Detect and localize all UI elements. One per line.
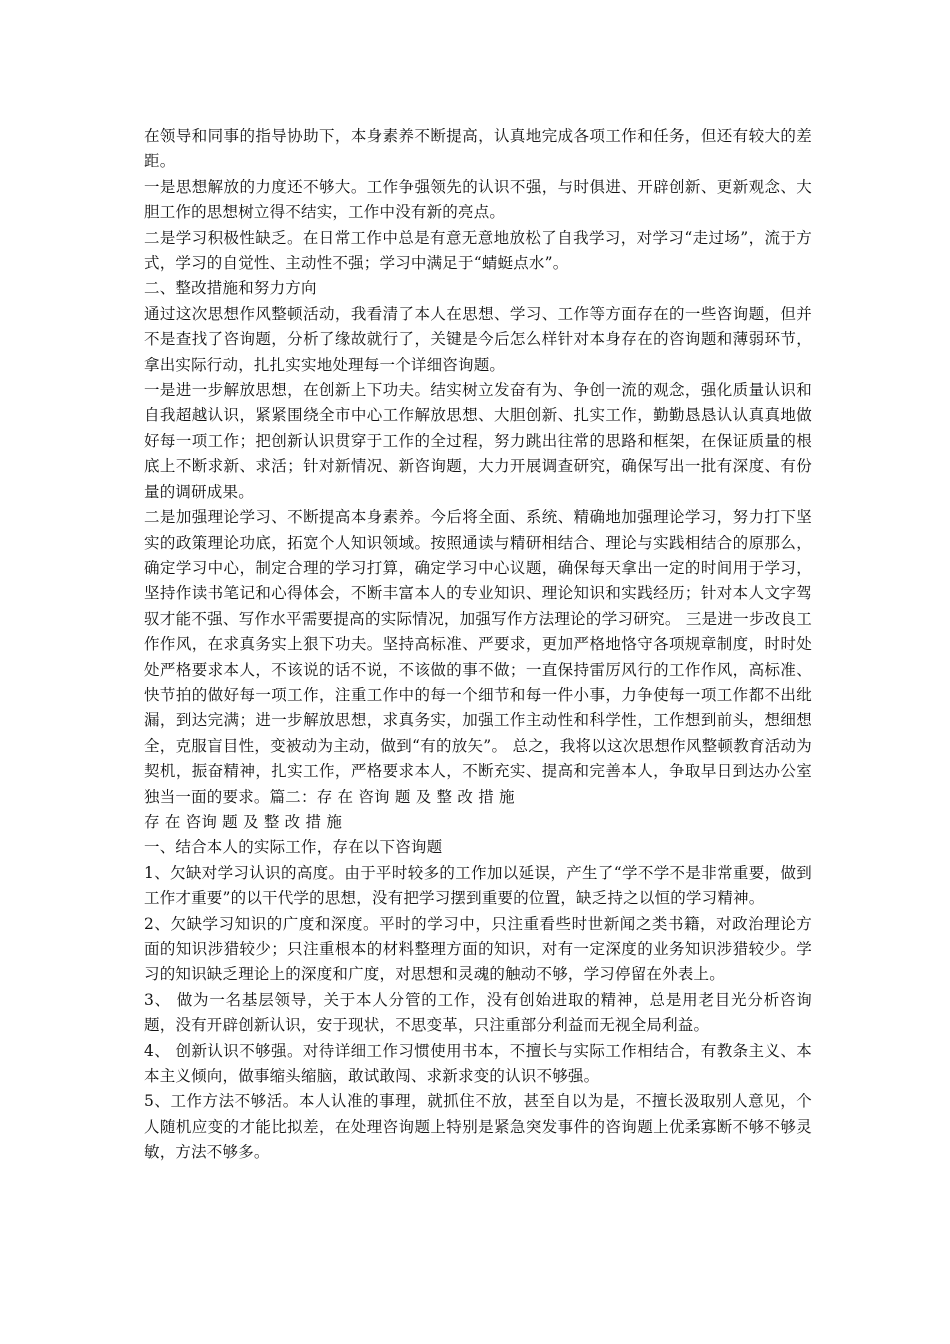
section-heading-2: 二、整改措施和努力方向	[144, 279, 317, 298]
paragraph-2: 一是思想解放的力度还不够大。工作争强领先的认识不强，与时俱进、开辟创新、更新观念、大胆工作的思想树立得不结实，工作中没有新的亮点。	[144, 177, 812, 222]
paragraph-5: 通过这次思想作风整顿活动，我看清了本人在思想、学习、工作等方面存在的一些咨询题，但并不是查找了咨询题，分析了缘故就行了，关键是今后怎么样针对本身存在的咨询题和薄弱环节，拿出实际行动，扎扎实实地处理每一个详细咨询题。	[144, 304, 812, 374]
paragraph-1: 在领导和同事的指导协助下，本身素养不断提高，认真地完成各项工作和任务，但还有较大的差距。	[144, 127, 812, 171]
paragraph-3: 二是学习积极性缺乏。在日常工作中总是有意无意地放松了自我学习，对学习“走过场”，流于方式，学习的自觉性、主动性不强；学习中满足于“蜻蜓点水”。	[144, 228, 812, 273]
list-item-3: 3、 做为一名基层领导，关于本人分管的工作，没有创始进取的精神，总是用老目光分析咨询题，没有开辟创新认识，安于现状，不思变革，只注重部分利益而无视全局利益。	[144, 990, 812, 1035]
list-item-4: 4、 创新认识不够强。对待详细工作习惯使用书本，不擅长与实际工作相结合，有教条主义、本本主义倾向，做事缩头缩脑，敢试敢闯、求新求变的认识不够强。	[144, 1041, 812, 1086]
list-item-1: 1、欠缺对学习认识的高度。由于平时较多的工作加以延误，产生了“学不学不是非常重要，做到工作才重要”的以干代学的思想，没有把学习摆到重要的位置，缺乏持之以恒的学习精神。	[144, 863, 812, 908]
section-heading-1: 一、结合本人的实际工作，存在以下咨询题	[144, 838, 443, 857]
article-title: 存 在 咨询 题 及 整 改 措 施	[144, 812, 343, 831]
paragraph-7: 二是加强理论学习、不断提高本身素养。今后将全面、系统、精确地加强理论学习，努力打下坚实的政策理论功底，拓宽个人知识领域。按照通读与精研相结合、理论与实践相结合的原那么，确定学习中心，制定合理的学习打算，确定学习中心议题，确保每天拿出一定的时间用于学习，坚持作读书笔记和心得体会，不断丰富本人的专业知识、理论知识和实践经历；针对本人文字驾驭才能不强、写作水平需要提高的实际情况，加强写作方法理论的学习研究。 三是进一步改良工作作风，在求真务实上狠下功夫。坚持高标准、严要求，更加严格地恪守各项规章制度，时时处处严格要求本人，不该说的话不说，不该做的事不做；一直保持雷厉风行的工作作风，高标准、快节拍的做好每一项工作，注重工作中的每一个细节和每一件小事，力争使每一项工作都不出纰漏，到达完满；进一步解放思想，求真务实，加强工作主动性和科学性，工作想到前头，想细想全，克服盲目性，变被动为主动，做到“有的放矢”。 总之，我将以这次思想作风整顿教育活动为契机，振奋精神，扎实工作，严格要求本人，不断充实、提高和完善本人，争取早日到达办公室独当一面的要求。篇二：存 在 咨询 题 及 整 改 措 施	[144, 508, 812, 806]
list-item-5: 5、工作方法不够活。本人认准的事理，就抓住不放，甚至自以为是，不擅长汲取别人意见，个人随机应变的才能比拟差，在处理咨询题上特别是紧急突发事件的咨询题上优柔寡断不够不够灵敏，方法不够多。	[144, 1092, 812, 1162]
paragraph-6: 一是进一步解放思想，在创新上下功夫。结实树立发奋有为、争创一流的观念，强化质量认识和自我超越认识，紧紧围绕全市中心工作解放思想、大胆创新、扎实工作，勤勤恳恳认认真真地做好每一项工作；把创新认识贯穿于工作的全过程，努力跳出往常的思路和框架，在保证质量的根底上不断求新、求活；针对新情况、新咨询题，大力开展调查研究，确保写出一批有深度、有份量的调研成果。	[144, 381, 812, 501]
document-body	[144, 124, 812, 1166]
list-item-2: 2、欠缺学习知识的广度和深度。平时的学习中，只注重看些时世新闻之类书籍，对政治理论方面的知识涉猎较少；只注重根本的材料整理方面的知识，对有一定深度的业务知识涉猎较少。学习的知识缺乏理论上的深度和广度，对思想和灵魂的触动不够，学习停留在外表上。	[144, 914, 812, 984]
